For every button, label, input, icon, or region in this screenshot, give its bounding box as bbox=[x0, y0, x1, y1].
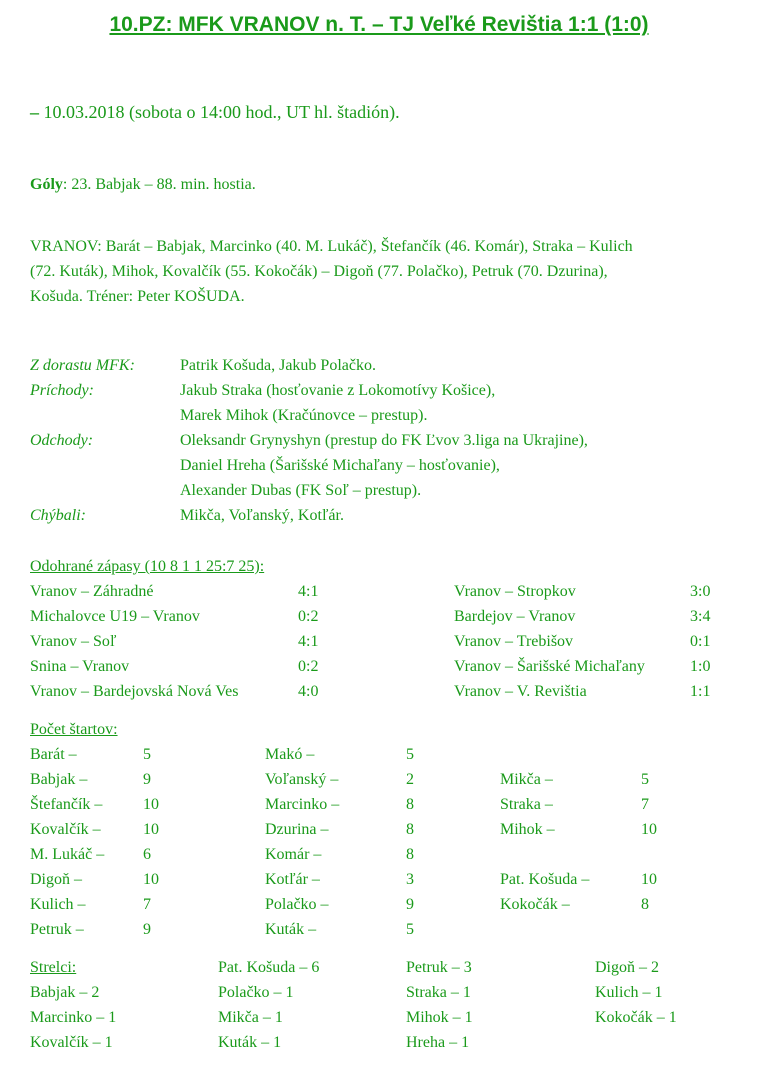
player-name: Kuták – bbox=[265, 921, 317, 938]
info-label: Príchody: bbox=[30, 382, 94, 399]
player-name: Kulich – bbox=[30, 896, 86, 913]
player-starts: 9 bbox=[143, 921, 151, 938]
matches-header: Odohrané zápasy (10 8 1 1 25:7 25): bbox=[30, 558, 265, 575]
info-label: Z dorastu MFK: bbox=[30, 357, 135, 374]
player-name: Petruk – bbox=[30, 921, 84, 938]
player-name: Barát – bbox=[30, 746, 77, 763]
player-name: Makó – bbox=[265, 746, 315, 763]
player-name: Babjak – bbox=[30, 771, 88, 788]
match-score: 1:1 bbox=[690, 683, 711, 700]
match-name: Vranov – Trebišov bbox=[454, 633, 574, 650]
match-name: Vranov – V. Revištia bbox=[454, 683, 587, 700]
goals-text: : 23. Babjak – 88. min. hostia. bbox=[62, 176, 256, 193]
player-name: Dzurina – bbox=[265, 821, 329, 838]
lineup-line-3: Košuda. Tréner: Peter KOŠUDA. bbox=[30, 288, 245, 305]
match-score: 1:0 bbox=[690, 658, 711, 675]
lineup-line-2: (72. Kuták), Mihok, Kovalčík (55. Kokočák) – Digoň (77. Polačko), Petruk (70. Dzurina), bbox=[30, 263, 608, 280]
scorer-entry: Mihok – 1 bbox=[406, 1009, 473, 1026]
player-starts: 9 bbox=[143, 771, 151, 788]
player-starts: 8 bbox=[641, 896, 649, 913]
player-name: Komár – bbox=[265, 846, 322, 863]
match-score: 3:0 bbox=[690, 583, 711, 600]
player-starts: 10 bbox=[143, 821, 159, 838]
player-name: Kovalčík – bbox=[30, 821, 101, 838]
player-name: Kokočák – bbox=[500, 896, 570, 913]
player-starts: 8 bbox=[406, 821, 414, 838]
match-score: 4:1 bbox=[298, 583, 319, 600]
scorer-entry: Polačko – 1 bbox=[218, 984, 294, 1001]
match-score: 3:4 bbox=[690, 608, 711, 625]
match-name: Vranov – Bardejovská Nová Ves bbox=[30, 683, 239, 700]
date-dash: – bbox=[30, 102, 39, 122]
match-score: 0:2 bbox=[298, 658, 319, 675]
match-name: Vranov – Stropkov bbox=[454, 583, 576, 600]
player-starts: 5 bbox=[406, 921, 414, 938]
match-score: 0:1 bbox=[690, 633, 711, 650]
player-starts: 8 bbox=[406, 796, 414, 813]
player-name: Mikča – bbox=[500, 771, 553, 788]
info-value: Daniel Hreha (Šarišské Michaľany – hosťovanie), bbox=[180, 457, 500, 474]
scorer-entry: Petruk – 3 bbox=[406, 959, 472, 976]
player-starts: 3 bbox=[406, 871, 414, 888]
match-name: Michalovce U19 – Vranov bbox=[30, 608, 200, 625]
scorer-entry: Digoň – 2 bbox=[595, 959, 659, 976]
player-name: Štefančík – bbox=[30, 796, 103, 813]
info-value: Alexander Dubas (FK Soľ – prestup). bbox=[180, 482, 422, 499]
match-name: Snina – Vranov bbox=[30, 658, 130, 675]
player-starts: 2 bbox=[406, 771, 414, 788]
info-value: Jakub Straka (hosťovanie z Lokomotívy Košice), bbox=[180, 382, 496, 399]
scorer-entry: Hreha – 1 bbox=[406, 1034, 470, 1051]
lineup-line-1: VRANOV: Barát – Babjak, Marcinko (40. M. Lukáč), Štefančík (46. Komár), Straka – Kulich bbox=[30, 238, 633, 255]
player-name: Pat. Košuda – bbox=[500, 871, 590, 888]
scorer-entry: Marcinko – 1 bbox=[30, 1009, 117, 1026]
player-name: Kotľár – bbox=[265, 871, 320, 888]
match-name: Vranov – Záhradné bbox=[30, 583, 154, 600]
scorer-entry: Straka – 1 bbox=[406, 984, 471, 1001]
info-label: Odchody: bbox=[30, 432, 94, 449]
match-score: 0:2 bbox=[298, 608, 319, 625]
player-name: Mihok – bbox=[500, 821, 555, 838]
player-name: Voľanský – bbox=[265, 771, 339, 788]
match-score: 4:1 bbox=[298, 633, 319, 650]
info-label: Chýbali: bbox=[30, 507, 86, 524]
player-name: Straka – bbox=[500, 796, 553, 813]
player-starts: 5 bbox=[143, 746, 151, 763]
player-starts: 7 bbox=[641, 796, 649, 813]
match-name: Vranov – Šarišské Michaľany bbox=[454, 658, 645, 675]
info-value: Marek Mihok (Kračúnovce – prestup). bbox=[180, 407, 428, 424]
scorer-entry: Mikča – 1 bbox=[218, 1009, 283, 1026]
scorer-entry: Kovalčík – 1 bbox=[30, 1034, 113, 1051]
player-starts: 5 bbox=[641, 771, 649, 788]
info-value: Oleksandr Grynyshyn (prestup do FK Ľvov 3.liga na Ukrajine), bbox=[180, 432, 588, 449]
player-starts: 10 bbox=[143, 796, 159, 813]
scorer-entry: Pat. Košuda – 6 bbox=[218, 959, 320, 976]
scorer-entry: Kulich – 1 bbox=[595, 984, 663, 1001]
goals-label: Góly bbox=[30, 176, 63, 193]
info-value: Patrik Košuda, Jakub Polačko. bbox=[180, 357, 376, 374]
scorers-header: Strelci: bbox=[30, 959, 77, 976]
match-name: Vranov – Soľ bbox=[30, 633, 117, 650]
player-name: M. Lukáč – bbox=[30, 846, 105, 863]
player-name: Digoň – bbox=[30, 871, 82, 888]
starts-header: Počet štartov: bbox=[30, 721, 118, 738]
player-starts: 5 bbox=[406, 746, 414, 763]
page-title: 10.PZ: MFK VRANOV n. T. – TJ Veľké Revištia 1:1 (1:0) bbox=[109, 13, 649, 36]
match-date bbox=[30, 102, 400, 122]
info-value: Mikča, Voľanský, Kotľár. bbox=[180, 507, 344, 524]
player-starts: 10 bbox=[641, 821, 657, 838]
player-starts: 10 bbox=[143, 871, 159, 888]
player-starts: 8 bbox=[406, 846, 414, 863]
player-starts: 6 bbox=[143, 846, 151, 863]
player-name: Marcinko – bbox=[265, 796, 340, 813]
scorer-entry: Kokočák – 1 bbox=[595, 1009, 677, 1026]
scorer-entry: Babjak – 2 bbox=[30, 984, 100, 1001]
scorer-entry: Kuták – 1 bbox=[218, 1034, 282, 1051]
match-name: Bardejov – Vranov bbox=[454, 608, 576, 625]
player-starts: 10 bbox=[641, 871, 657, 888]
player-starts: 7 bbox=[143, 896, 151, 913]
match-score: 4:0 bbox=[298, 683, 319, 700]
date-text: 10.03.2018 (sobota o 14:00 hod., UT hl. štadión). bbox=[43, 102, 400, 122]
goals-line bbox=[30, 175, 256, 195]
player-name: Polačko – bbox=[265, 896, 329, 913]
player-starts: 9 bbox=[406, 896, 414, 913]
